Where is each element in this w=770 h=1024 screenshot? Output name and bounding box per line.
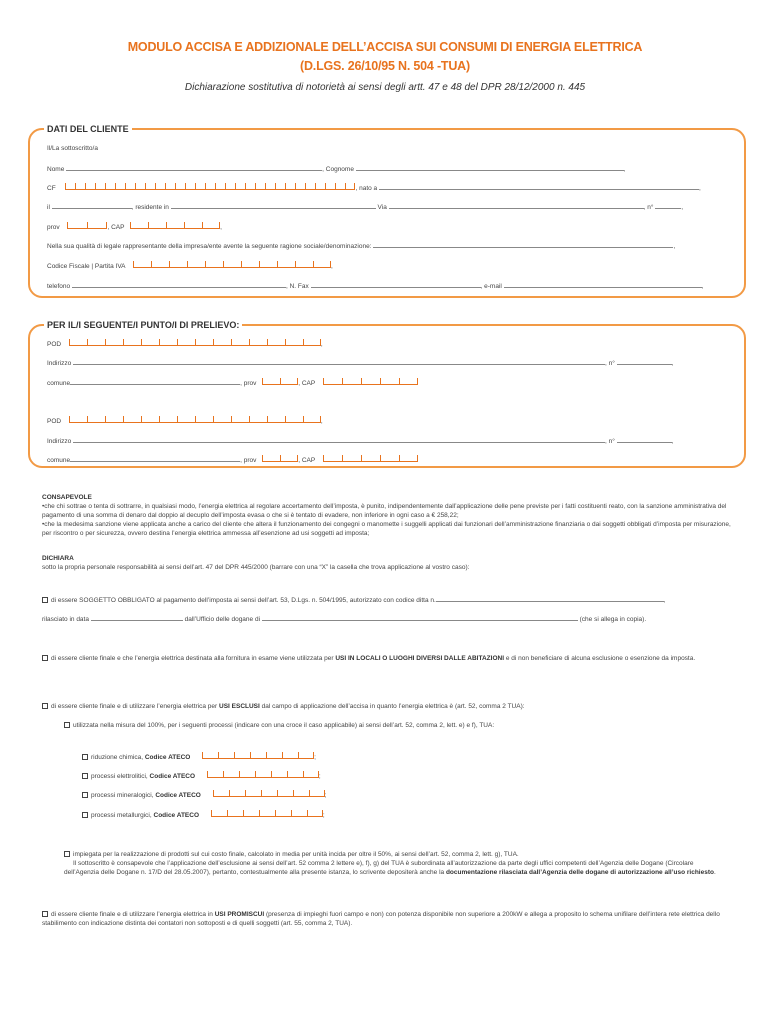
rilasciato-label: rilasciato in data (42, 616, 89, 623)
comune-row-1 (47, 378, 418, 387)
nome-field[interactable] (66, 164, 322, 171)
sub2-text-c: documentazione rilasciata dall’Agenzia delle dogane di autorizzazione all’uso richiesto (445, 869, 714, 876)
pod-cells-2[interactable] (69, 416, 321, 423)
cliente-section (28, 128, 746, 298)
codice-fiscale-cells[interactable] (133, 261, 331, 268)
cf-row: CF , nato a , (47, 185, 701, 192)
data-rilascio-field[interactable] (91, 614, 183, 621)
sub2-checkbox[interactable] (64, 851, 70, 857)
opt1b-row (42, 614, 646, 623)
via-label: Via (377, 204, 387, 211)
consapevole-title: CONSAPEVOLE (42, 494, 92, 501)
cap-label: , CAP (107, 224, 125, 231)
cf-cells[interactable] (65, 183, 355, 190)
cap-label: , CAP (298, 457, 316, 464)
consapevole-p2: •che la medesima sanzione viene applicata anche a carico del cliente che altera il funzionamento dei congegni o manomette i suggelli applicati dai funzionari dell’amministrazione finanziaria o dai soggetti obbligati d’imposta per misurazione, per riscontro o per sicurezza, ovvero destina l’energia elettrica ammessa all’esenzione ad usi soggetti ad imposta; (42, 521, 731, 537)
email-label: , e-mail (480, 283, 502, 290)
indirizzo-field-1[interactable] (73, 358, 605, 365)
cognome-field[interactable] (356, 164, 624, 171)
dichiara-intro: sotto la propria personale responsabilità ai sensi dell’art. 47 del DPR 445/2000 (barrare con una “X” la casella che trova applicazione al vostro caso): (42, 564, 470, 571)
proc4-row: processi metallurgici, Codice ATECO ; (82, 810, 325, 819)
opt4-checkbox[interactable] (42, 911, 48, 917)
pod-label: POD (47, 418, 62, 425)
proc1-checkbox[interactable] (82, 754, 88, 760)
pod-row-1: POD , (47, 341, 323, 348)
cap-label: , CAP (298, 380, 316, 387)
via-field[interactable] (389, 202, 644, 209)
opt3-text-c: dal campo di applicazione dell’accisa in quanto l’energia elettrica è (art. 52, comma 2 TUA): (261, 703, 525, 710)
proc3-row: processi mineralogici, Codice ATECO ; (82, 790, 326, 799)
sub1-checkbox[interactable] (64, 722, 70, 728)
prelievo-section-title: PER IL/I SEGUENTE/I PUNTO/I DI PRELIEVO: (44, 320, 242, 330)
codice-fiscale-row: Codice Fiscale | Partita IVA , (47, 263, 333, 270)
opt4-text-c: (presenza di impieghi fuori campo e non) con potenza disponibile non superiore a 200kW e allega a proposito lo schema unifilare dell’intera rete elettrica dello stabilimento con indicazione distinta dei contatori non sottoposti e di quelli soggetti (art. 55, comma 2, TUA). (42, 911, 720, 927)
prov-label: , prov (240, 380, 257, 387)
residente-in-field[interactable] (171, 202, 376, 209)
form-subtitle: Dichiarazione sostitutiva di notorietà ai sensi degli artt. 47 e 48 del DPR 28/12/2000 n. 445 (184, 82, 586, 93)
ateco-cells-1[interactable] (202, 752, 314, 759)
comune-label: comune (47, 380, 71, 387)
nome-label: Nome (47, 166, 65, 173)
data-nascita-field[interactable] (52, 202, 132, 209)
telefono-label: telefono (47, 283, 71, 290)
comune-field-2[interactable] (70, 455, 240, 462)
indirizzo-row-2: Indirizzo , n° , (47, 438, 674, 445)
opt2-text (42, 654, 732, 663)
prov-cells[interactable] (67, 222, 107, 229)
cognome-label: , Cognome (322, 166, 354, 173)
ufficio-label: dall’Ufficio delle dogane di (184, 616, 261, 623)
prov-label: prov (47, 224, 60, 231)
codice-fiscale-label: Codice Fiscale | Partita IVA (47, 263, 126, 270)
comune-row-2 (47, 455, 418, 464)
numero-field-2[interactable] (617, 436, 672, 443)
comune-field-1[interactable] (70, 378, 240, 385)
numero-label: , n° (605, 360, 615, 367)
cap-cells[interactable] (130, 222, 220, 229)
opt4-text-b: USI PROMISCUI (214, 911, 265, 918)
numero-label: , n° (643, 204, 654, 211)
cap-cells-2[interactable] (323, 455, 418, 462)
ateco-label: Codice ATECO (155, 792, 201, 799)
indirizzo-label: Indirizzo (47, 438, 72, 445)
numero-label: , n° (605, 438, 615, 445)
proc3-label: processi mineralogici, (91, 792, 154, 799)
proc4-checkbox[interactable] (82, 812, 88, 818)
opt1-checkbox[interactable] (42, 597, 48, 603)
proc3-checkbox[interactable] (82, 792, 88, 798)
opt3-text-a: di essere cliente finale e di utilizzare l’energia elettrica per (51, 703, 218, 710)
sottoscritto-label: Il/La sottoscritto/a (47, 145, 98, 152)
prov-label: , prov (240, 457, 257, 464)
opt2-checkbox[interactable] (42, 655, 48, 661)
ragione-sociale-field[interactable] (373, 241, 673, 248)
proc1-label: riduzione chimica, (91, 754, 144, 761)
opt1-row: di essere SOGGETTO OBBLIGATO al pagamento dell’imposta ai sensi dell’art. 53, D.Lgs. n. 504/1995, autorizzato con codice ditta n. , (42, 595, 666, 604)
numero-field[interactable] (655, 202, 681, 209)
nato-a-field[interactable] (379, 183, 699, 190)
cf-label: CF (47, 185, 56, 192)
fax-field[interactable] (311, 281, 481, 288)
proc2-row: processi elettrolitici, Codice ATECO ; (82, 771, 321, 780)
opt4-text-a: di essere cliente finale e di utilizzare l’energia elettrica in (51, 911, 213, 918)
form-title: MODULO ACCISA E ADDIZIONALE DELL’ACCISA SUI CONSUMI DI ENERGIA ELETTRICA (127, 40, 643, 54)
opt3-text (42, 702, 732, 711)
nome-row: Nome , Cognome , (47, 166, 626, 173)
ateco-cells-3[interactable] (213, 790, 325, 797)
indirizzo-label: Indirizzo (47, 360, 72, 367)
nato-a-label: , nato a (355, 185, 378, 192)
sub2-text-b: Il sottoscritto è consapevole che l’applicazione dell’esclusione ai sensi dell’art. 52 comma 2 lettere e), f), g) del TUA è subordinata all’autorizzazione da parte degli uffici competenti dell’Agenzia delle Dogane (Circolare dell’Agenzia delle Dogane n. 17/D del 28.05.2007), pertanto, contestualmente alla presente istanza, lo scrivente depositerà anche la (64, 860, 694, 876)
proc2-label: processi elettrolitici, (91, 773, 148, 780)
ateco-label: Codice ATECO (149, 773, 196, 780)
numero-field-1[interactable] (617, 358, 672, 365)
fax-label: , N. Fax (285, 283, 309, 290)
prov-cells-1[interactable] (262, 378, 298, 385)
pod-row-2: POD , (47, 418, 323, 425)
contatti-row: telefono , N. Fax , e-mail , (47, 283, 704, 290)
ufficio-field[interactable] (262, 614, 578, 621)
sub1-text: utilizzata nella misura del 100%, per i seguenti processi (indicare con una croce il caso applicabile) ai sensi dell’art. 52, comma 2, lett. e) e f), TUA: (73, 722, 495, 729)
cliente-section-title: DATI DEL CLIENTE (44, 124, 132, 134)
sub2-text: impiegata per la realizzazione di prodotti sul cui costo finale, calcolato in media per unità incida per oltre il 50%, ai sensi dell’art. 52, comma 2, lett. g), TUA. Il sottoscritto è consapevole che l’applicazione dell’esclusione ai sensi dell’art. 52 comma 2 lettere e), f), g) del TUA è subordinata all’autorizzazione da parte degli uffici competenti dell’Agenzia delle Dogane (Circolare dell’Agenzia delle Dogane n. 17/D del 28.05.2007), pertanto, contestualmente alla presente istanza, lo scrivente depositerà anche la documentazione rilasciata dall’Agenzia delle dogane di autorizzazione all’uso richiesto. (64, 851, 716, 876)
proc2-checkbox[interactable] (82, 773, 88, 779)
dichiara-title: DICHIARA (42, 555, 74, 562)
pod-label: POD (47, 341, 62, 348)
prov-cap-row: prov , CAP , (47, 224, 222, 231)
qualita-row: Nella sua qualità di legale rappresentante della impresa/ente avente la seguente ragione sociale/denominazione: , (47, 243, 676, 250)
opt2-text-b: USI IN LOCALI O LUOGHI DIVERSI DALLE ABITAZIONI (335, 655, 504, 662)
form-title-law: (D.LGS. 26/10/95 N. 504 -TUA) (300, 59, 470, 73)
telefono-field[interactable] (72, 281, 286, 288)
il-label: il (47, 204, 50, 211)
indirizzo-row-1: Indirizzo , n° , (47, 360, 674, 367)
ateco-cells-4[interactable] (211, 810, 323, 817)
ateco-cells-2[interactable] (207, 771, 319, 778)
residenza-row: il , residente in Via , n° , (47, 204, 684, 211)
opt2-text-c: e di non beneficiare di alcuna esclusione o esenzione da imposta. (505, 655, 696, 662)
email-field[interactable] (504, 281, 702, 288)
opt2-text-a: di essere cliente finale e che l’energia elettrica destinata alla fornitura in esame viene utilizzata per (51, 655, 334, 662)
opt4-text (42, 910, 732, 928)
opt3-text-b: USI ESCLUSI (219, 703, 260, 710)
pod-cells-1[interactable] (69, 339, 321, 346)
indirizzo-field-2[interactable] (73, 436, 605, 443)
residente-in-label: , residente in (131, 204, 169, 211)
sub2-text-a: impiegata per la realizzazione di prodotti sul cui costo finale, calcolato in media per unità incida per oltre il 50%, ai sensi dell’art. 52, comma 2, lett. g), TUA. (73, 851, 519, 858)
codice-ditta-field[interactable] (436, 595, 664, 602)
proc1-row: riduzione chimica, Codice ATECO ; (82, 752, 316, 761)
sub1-row (64, 722, 494, 729)
ateco-label: Codice ATECO (144, 754, 191, 761)
proc4-label: processi metallurgici, (91, 812, 152, 819)
opt1-text: di essere SOGGETTO OBBLIGATO al pagamento dell’imposta ai sensi dell’art. 53, D.Lgs. n. 504/1995, autorizzato con codice ditta n. (51, 597, 436, 604)
comune-label: comune (47, 457, 71, 464)
allega-copia-label: (che si allega in copia). (579, 616, 647, 623)
prov-cells-2[interactable] (262, 455, 298, 462)
opt3-checkbox[interactable] (42, 703, 48, 709)
consapevole-p1: •che chi sottrae o tenta di sottrarre, in qualsiasi modo, l’energia elettrica al regolare accertamento dell’imposta, è punito, indipendentemente dall’applicazione delle pene previste per i fatti costituenti reato, con la sanzione amministrativa del pagamento di una somma di denaro dal doppio al decuplo dell’imposta evasa o che si è tentato di evadere, non inferiore in ogni caso a € 258,22; (42, 503, 727, 519)
cap-cells-1[interactable] (323, 378, 418, 385)
qualita-label: Nella sua qualità di legale rappresentante della impresa/ente avente la seguente ragione sociale/denominazione: (47, 243, 372, 250)
ateco-label: Codice ATECO (153, 812, 200, 819)
